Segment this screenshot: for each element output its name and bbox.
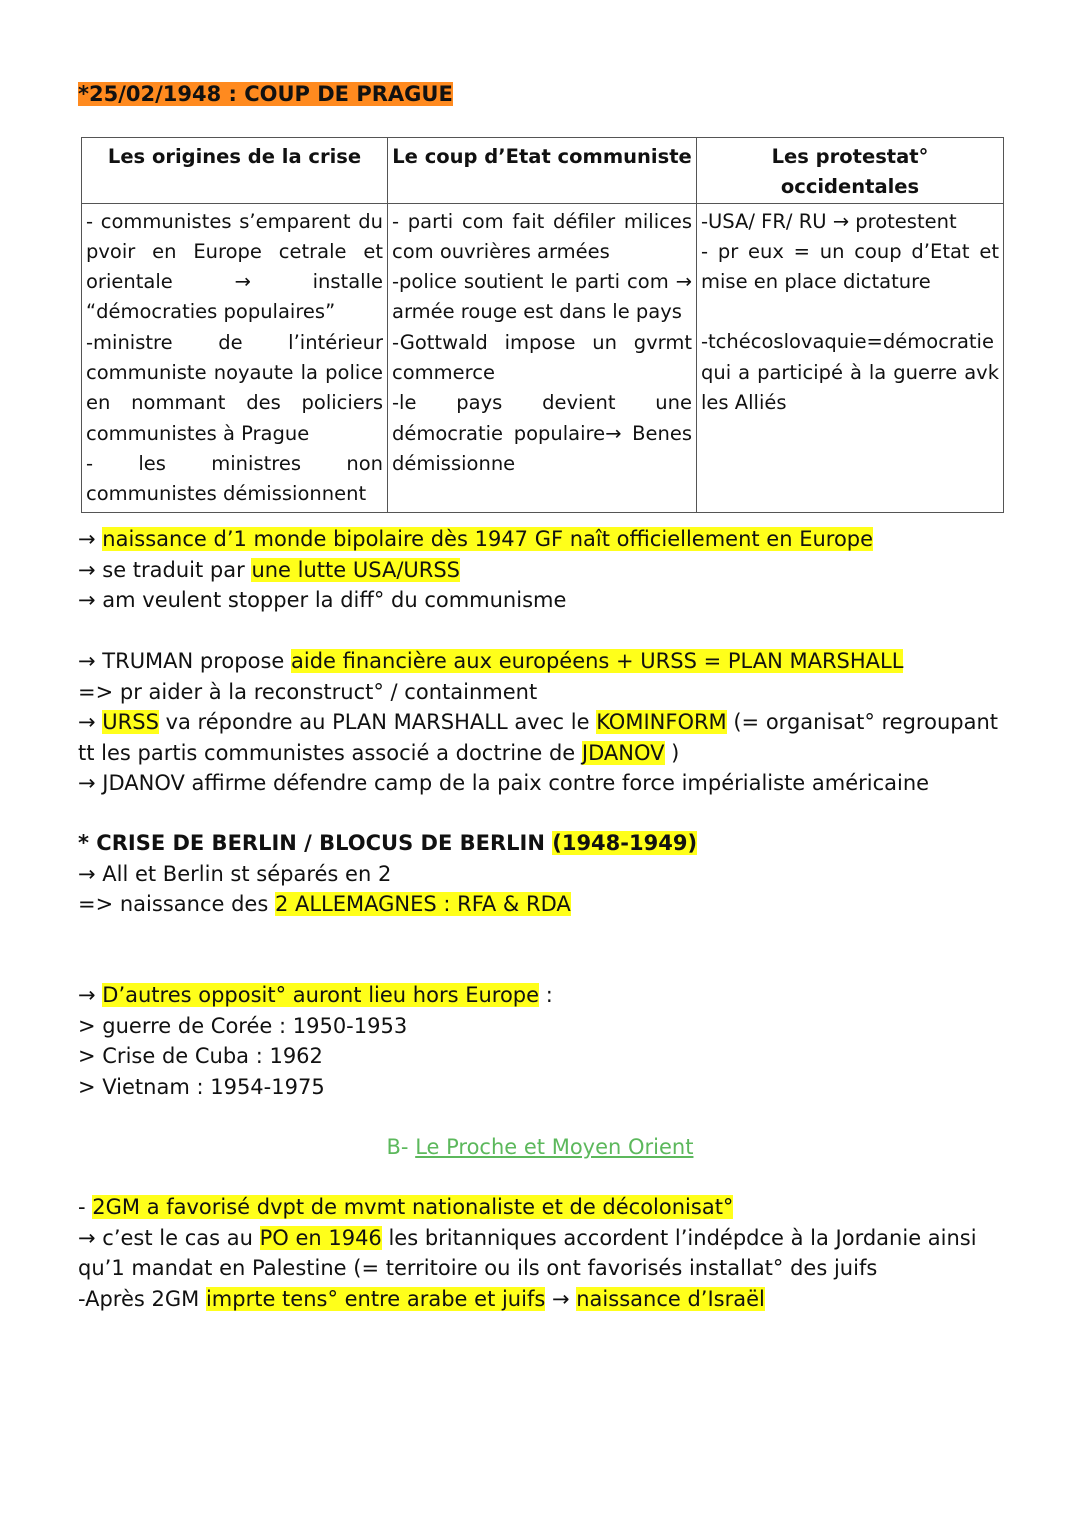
highlight: 2 ALLEMAGNES : RFA & RDA (274, 892, 571, 916)
section-heading (78, 828, 1018, 859)
crisis-table (81, 137, 1004, 513)
cell-text: -ministre de l’intérieur communiste noyaute la police en nommant des policiers communistes à Prague (86, 330, 383, 445)
bipolar-notes (78, 524, 1018, 616)
note-line (78, 889, 1018, 920)
section-title-text: Le Proche et Moyen Orient (415, 1135, 694, 1159)
note-line (78, 555, 1018, 586)
list-item: > guerre de Corée : 1950-1953 (78, 1013, 408, 1038)
table-header: Les origines de la crise (82, 138, 388, 204)
highlight: 2GM a favorisé dvpt de mvmt nationaliste et de décolonisat° (92, 1195, 734, 1219)
table-cell-origins (82, 203, 388, 512)
highlight: imprte tens° entre arabe et juifs (205, 1286, 546, 1311)
berlin-notes (78, 828, 1018, 920)
note-text: : (539, 983, 553, 1007)
cell-text: -USA/ FR/ RU → protestent (701, 209, 957, 233)
note-text: - (78, 1195, 93, 1219)
note-text: (= organisat° regroupant tt les partis communistes associé a doctrine de (78, 710, 998, 765)
table-cell-protests (697, 203, 1004, 512)
highlight: naissance d’Israël (576, 1286, 765, 1311)
note-text: va répondre au PLAN MARSHALL avec le (158, 710, 597, 734)
note-line (78, 1223, 1008, 1284)
note-line (78, 707, 1008, 768)
cell-text (701, 297, 999, 327)
note-text: => naissance des (78, 892, 275, 916)
arrow: → (78, 983, 103, 1007)
table-row (82, 203, 1004, 512)
section-prefix: B- (386, 1135, 416, 1159)
highlight: KOMINFORM (596, 710, 727, 734)
highlight: JDANOV (581, 740, 665, 765)
note-text: → (545, 1286, 577, 1311)
cell-text: -Gottwald impose un gvrmt commerce (392, 330, 692, 385)
note-text: ) (664, 740, 680, 765)
section-title (0, 1133, 1080, 1161)
note-text: → c’est le cas au (78, 1225, 260, 1250)
note-line: => pr aider à la reconstruct° / containment (78, 679, 538, 704)
highlight: PO en 1946 (259, 1225, 382, 1250)
note-line: → am veulent stopper la diff° du communisme (78, 588, 567, 612)
note-text: → se traduit par (78, 557, 252, 582)
highlight: une lutte USA/URSS (251, 557, 461, 582)
note-line (78, 524, 1018, 555)
note-text: → TRUMAN propose (78, 649, 291, 673)
note-text: → (78, 710, 103, 734)
marshall-notes (78, 646, 1008, 799)
highlight: (1948-1949) (552, 831, 698, 855)
cell-text: - les ministres non communistes démissionnent (86, 451, 383, 506)
highlight: D’autres opposit° auront lieu hors Europe (102, 983, 540, 1007)
note-line (78, 1192, 1008, 1223)
note-text: -Après 2GM (78, 1286, 206, 1311)
table-header: Le coup d’Etat communiste (388, 138, 697, 204)
note-line (78, 980, 1018, 1011)
note-line: → All et Berlin st séparés en 2 (78, 861, 392, 886)
arrow: → (78, 527, 103, 551)
page-title-text: *25/02/1948 : COUP DE PRAGUE (78, 82, 453, 106)
note-line (78, 1284, 1008, 1315)
highlight: aide financière aux européens + URSS = PLAN MARSHALL (291, 649, 904, 673)
cell-text: -police soutient le parti com → armée rouge est dans le pays (392, 270, 692, 324)
table-header: Les protestat° occidentales (697, 138, 1004, 204)
note-line: → JDANOV affirme défendre camp de la paix contre force impérialiste américaine (78, 771, 930, 795)
note-line (78, 646, 1008, 677)
heading-text: * CRISE DE BERLIN / BLOCUS DE BERLIN (78, 831, 553, 855)
cell-text: -tchécoslovaquie=démocratie qui a participé à la guerre avk les Alliés (701, 330, 999, 415)
highlight: naissance d’1 monde bipolaire dès 1947 GF naît officiellement en Europe (102, 527, 874, 551)
list-item: > Vietnam : 1954-1975 (78, 1074, 325, 1099)
note-text: les britanniques accordent l’indépdce à la Jordanie ainsi qu’1 mandat en Palestine (= territoire ou ils ont favorisés installat° des juifs (78, 1225, 977, 1280)
table-header-row (82, 138, 1004, 204)
table-cell-coup (388, 203, 697, 512)
cell-text: - communistes s’emparent du pvoir en Europe cetrale et orientale → installe “démocraties populaires” (86, 209, 383, 324)
cell-text: - parti com fait défiler milices com ouvrières armées (392, 209, 692, 263)
list-item: > Crise de Cuba : 1962 (78, 1044, 323, 1068)
highlight: URSS (102, 710, 159, 734)
cell-text: -le pays devient une démocratie populaire→ Benes démissionne (392, 391, 692, 475)
other-oppositions (78, 980, 1018, 1102)
middle-east-notes (78, 1192, 1008, 1314)
page-title (78, 80, 453, 108)
cell-text: - pr eux = un coup d’Etat et mise en place dictature (701, 239, 999, 294)
